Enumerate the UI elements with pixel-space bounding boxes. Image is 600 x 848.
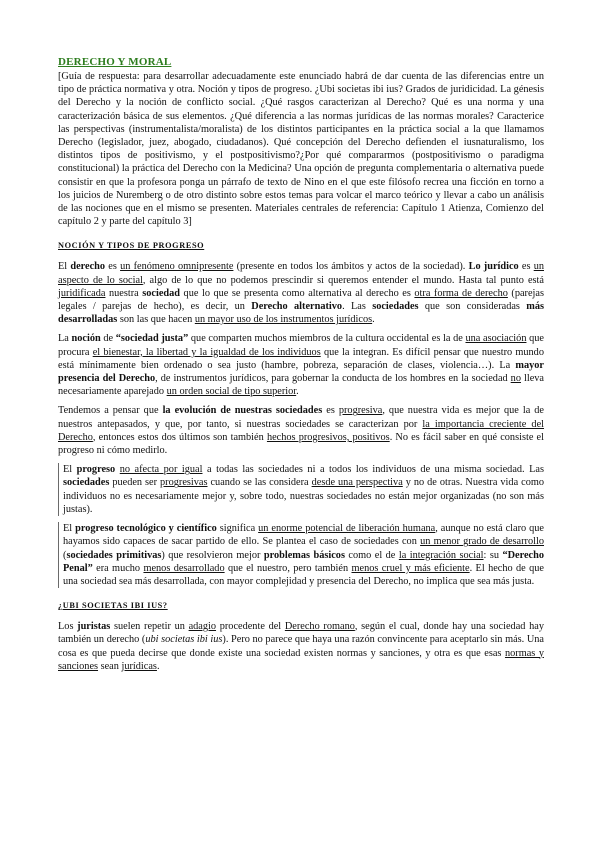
paragraph-6: Los juristas suelen repetir un adagio procedente del Derecho romano, según el cual, donde hay una sociedad hay también un derecho (ubi societas ibi ius). Pero no parece que haya una razón convincente para aceptarlo sin más. Una cosa es que pueda decirse que donde existe una sociedad existen normas y sanciones, y otra es que esas normas y sanciones sean jurídicas. [58,621,544,672]
paragraph-1: El derecho es un fenómeno omnipresente (presente en todos los ámbitos y actos de la sociedad). Lo jurídico es un aspecto de lo social, algo de lo que no podemos prescindir si queremos entender el mundo. Hasta tal punto está juridificada nuestra sociedad que lo que se presenta como alternativa al derecho es otra forma de derecho (parejas legales / parejas de hecho), es decir, un Derecho alternativo. Las sociedades que son consideradas más desarrolladas son las que hacen un mayor uso de los instrumentos jurídicos. [58,261,544,326]
paragraph-4: El progreso no afecta por igual a todas las sociedades ni a todos los individuos de una misma sociedad. Las sociedades pueden ser progresivas cuando se las considera desde una perspectiva y no de otras. Nuestra vida como individuos no es necesariamente mejor y, sobre todo, nuestras sociedades no están mejor organizadas (no son más justas). [58,463,544,516]
paragraph-2: La noción de “sociedad justa” que comparten muchos miembros de la cultura occidental es la de una asociación que procura el bienestar, la libertad y la igualdad de los individuos que la integran. Es difícil pensar que nuestro mundo está mínimamente bien ordenado o sea justo (hambre, pobreza, separación de clases, violencia…). La mayor presencia del Derecho, de instrumentos jurídicos, para gobernar la conducta de los hombres en la sociedad no lleva necesariamente aparejado un orden social de tipo superior. [58,333,544,398]
section-heading-progress: NOCIÓN Y TIPOS DE PROGRESO [58,241,205,251]
paragraph-5: El progreso tecnológico y científico significa un enorme potencial de liberación humana, aunque no está claro que hayamos sido capaces de sacar partido de ello. Se plantea el caso de sociedades con un menor grado de desarrollo (sociedades primitivas) que resolvieron mejor problemas básicos como el de la integración social: su “Derecho Penal” era mucho menos desarrollado que el nuestro, pero también menos cruel y más eficiente. El hecho de que una sociedad sea más desarrollada, con mayor complejidad y presencia del Derecho, no implica que sea más justa. [58,522,544,588]
document-page [58,55,544,679]
paragraph-3: Tendemos a pensar que la evolución de nuestras sociedades es progresiva, que nuestra vida es mejor que la de nuestros antepasados, y que, por tanto, si nuestras sociedades se caracterizan por la importancia creciente del Derecho, entonces estos dos últimos son también hechos progresivos, positivos. No es fácil saber en qué consiste el progreso ni cómo medirlo. [58,405,545,457]
section-heading-ubi-societas: ¿UBI SOCIETAS IBI IUS? [58,601,168,611]
document-title: DERECHO Y MORAL [58,56,172,68]
answer-guide: [Guía de respuesta: para desarrollar adecuadamente este enunciado habrá de dar cuenta de las diferencias entre un tipo de práctica normativa y otra. Noción y tipos de progreso. ¿Ubi societas ibi ius? Grados de juridicidad. La génesis del Derecho y la noción de conflicto social. ¿Qué rasgos caracterizan al Derecho? Qué es una norma y una caracterización básica de sus elementos. ¿Qué diferencia a las normas jurídicas de las normas morales? Caracterice las perspectivas (instrumentalista/moralista) de los distintos participantes en la práctica social a la que llamamos Derecho (legislador, juez, abogado, ciudadanos). Qué concepción del Derecho defienden el iusnaturalismo, los distintos tipos de positivismo, y el postpositivismo?¿Por qué compararmos (postpositivismo o paradigma constitucional) la práctica del Derecho con la Medicina? Una opción de pregunta complementaria o alternativa puede consistir en que la profesora ponga un párrafo de texto de Nino en el que este filósofo recrea una ficción en torno a los juicios de Nuremberg o de otro distinto sobre estos temas para volcar el marco teórico y llevar a cabo un análisis de las nociones que en el mismo se presenten. Materiales centrales de referencia: Capítulo 1 Atienza, Comienzo del capítulo 2 y parte del capítulo 3] [58,71,544,228]
